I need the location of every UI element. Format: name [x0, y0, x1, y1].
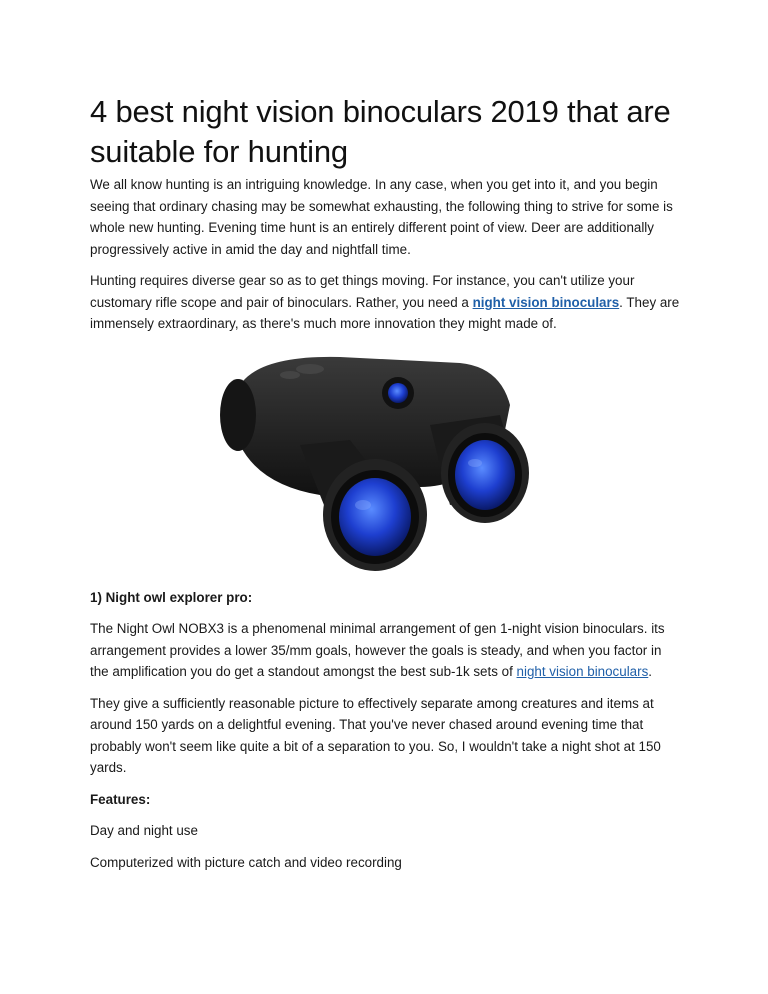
section-heading-night-owl: 1) Night owl explorer pro: [90, 589, 253, 605]
binoculars-illustration [200, 345, 560, 573]
gear-paragraph-text-2: . They are immensely extraordinary, as there's much more innovation they might made of. [90, 294, 680, 331]
gear-paragraph-text-1: Hunting requires diverse gear so as to get things moving. For instance, you can't utilize your customary rifle scope and pair of binoculars. Rather, you need a [90, 273, 635, 310]
document-page [90, 92, 680, 883]
night-owl-text-1: The Night Owl NOBX3 is a phenomenal minimal arrangement of gen 1-night vision binoculars. its arrangement provides a lower 35/mm goals, however the goals is steady, and when you factor in the amplification you do get a standout amongst the best sub-1k sets of [90, 621, 665, 679]
right-lens [455, 440, 515, 510]
night-vision-binoculars-link-2[interactable]: night vision binoculars [516, 664, 649, 679]
eyepiece [220, 379, 256, 451]
power-button [296, 364, 324, 374]
left-lens [339, 478, 411, 556]
control-button [280, 371, 300, 379]
night-owl-paragraph-1 [90, 618, 680, 683]
feature-item: Day and night use [90, 823, 198, 838]
night-vision-binoculars-link[interactable]: night vision binoculars [472, 294, 620, 310]
features-heading: Features: [90, 791, 151, 807]
binoculars-image [90, 345, 680, 575]
feature-item: Computerized with picture catch and video recording [90, 854, 402, 870]
night-owl-paragraph-2: They give a sufficiently reasonable picture to effectively separate among creatures and items at around 150 yards on a delightful evening. That you've never chased around evening time that probably won't seem like quite a bit of a separation to you. So, I wouldn't take a night shot at 150 yards. [90, 695, 661, 775]
night-owl-text-2: . [648, 664, 653, 679]
gear-paragraph [90, 270, 680, 335]
page-title: 4 best night vision binoculars 2019 that are suitable for hunting [90, 94, 671, 169]
intro-paragraph: We all know hunting is an intriguing knowledge. In any case, when you get into it, and you begin seeing that ordinary chasing may be somewhat exhausting, the following thing to strive for some is whole new hunting. Evening time hunt is an entirely different point of view. Deer are additionally progressively active in amid the day and nightfall time. [90, 177, 673, 257]
